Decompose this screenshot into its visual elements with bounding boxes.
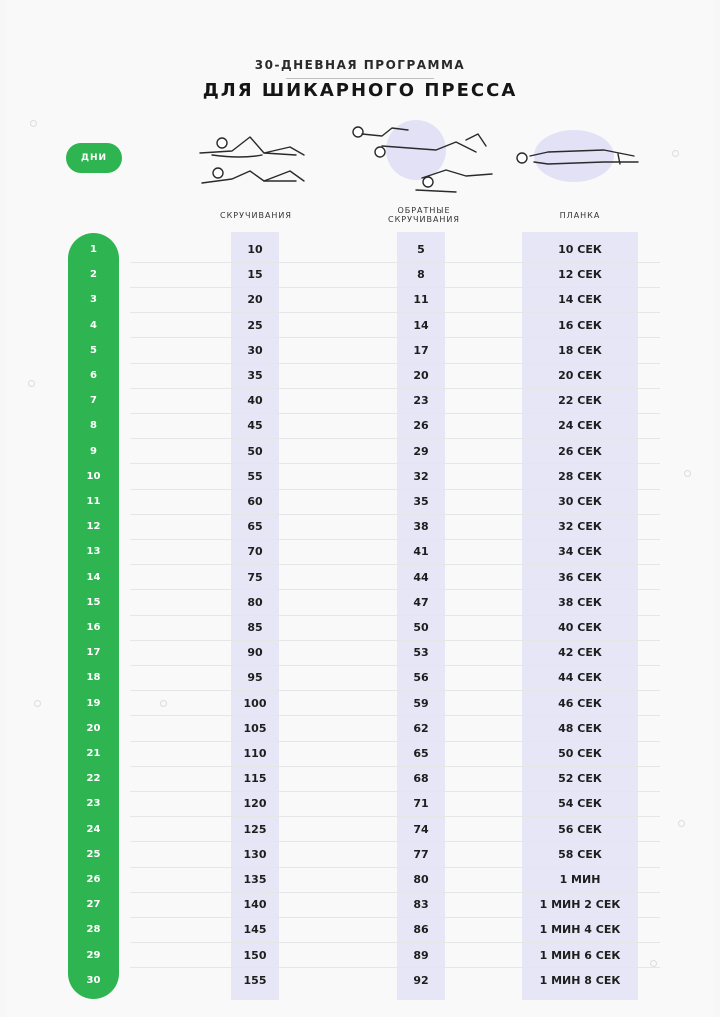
- crunches-count: 70: [247, 545, 263, 559]
- reverse-crunches-count: 56: [413, 671, 429, 685]
- crunches-count: 10: [247, 243, 263, 256]
- day-number: 2: [90, 269, 97, 281]
- reverse-crunches-count: 86: [413, 923, 429, 937]
- title-divider: [286, 78, 434, 79]
- crunches-count: 15: [247, 268, 263, 282]
- reverse-crunches-count: 62: [413, 721, 429, 735]
- decor-dot: [672, 150, 679, 157]
- day-number: 9: [90, 445, 97, 457]
- reverse-crunches-count: 38: [413, 520, 429, 534]
- day-number: 30: [86, 974, 101, 986]
- crunches-count: 65: [247, 520, 263, 534]
- plank-duration: 1 МИН 4 СЕК: [539, 923, 621, 937]
- crunches-count: 80: [247, 595, 263, 609]
- reverse-crunches-count: 17: [413, 343, 429, 357]
- day-number: 12: [86, 521, 101, 533]
- plank-duration: 10 СЕК: [558, 243, 602, 256]
- decor-dot: [650, 960, 657, 967]
- day-number: 11: [86, 496, 101, 507]
- plank-duration: 18 СЕК: [558, 343, 602, 357]
- plank-duration: 1 МИН 2 СЕК: [539, 898, 621, 912]
- title-line-2: ДЛЯ ШИКАРНОГО ПРЕССА: [202, 80, 518, 101]
- crunches-count: 30: [247, 343, 263, 357]
- crunches-count: 20: [247, 293, 263, 307]
- reverse-crunches-count: 53: [413, 646, 429, 660]
- day-number: 24: [86, 823, 101, 835]
- crunches-count: 145: [243, 923, 267, 937]
- reverse-crunches-count: 71: [413, 797, 429, 811]
- plank-duration: 36 СЕК: [558, 570, 602, 584]
- crunches-count: 55: [247, 469, 263, 483]
- plank-duration: 12 СЕК: [558, 268, 602, 282]
- crunches-count: 120: [243, 797, 267, 811]
- plank-duration: 1 МИН 6 СЕК: [539, 948, 621, 962]
- column-header-reverse-line1: ОБРАТНЫЕ: [397, 206, 451, 215]
- day-number: 28: [86, 924, 101, 936]
- crunches-count: 115: [243, 772, 267, 786]
- reverse-crunches-count: 41: [413, 545, 429, 559]
- crunches-count: 50: [247, 444, 263, 458]
- crunches-count: 130: [243, 847, 267, 861]
- crunches-count: 90: [247, 646, 263, 660]
- crunches-count: 95: [247, 671, 263, 685]
- plank-duration: 1 МИН 8 СЕК: [539, 973, 621, 987]
- crunches-count: 105: [243, 721, 267, 735]
- plank-duration: 56 СЕК: [558, 822, 602, 836]
- crunches-count: 100: [243, 696, 267, 710]
- reverse-crunches-count: 74: [413, 822, 429, 836]
- plank-duration: 24 СЕК: [558, 419, 602, 433]
- crunches-count: 140: [243, 898, 267, 912]
- day-number: 18: [86, 672, 101, 684]
- reverse-crunches-count: 92: [413, 973, 429, 987]
- crunches-count: 85: [247, 621, 263, 634]
- reverse-crunches-count: 5: [417, 243, 425, 256]
- plank-illustration-icon: [508, 128, 648, 186]
- day-number: 10: [86, 470, 101, 482]
- plank-duration: 58 СЕК: [558, 847, 602, 861]
- day-number: 20: [86, 722, 101, 734]
- reverse-crunches-count: 35: [413, 495, 429, 508]
- title-line-1: 30-ДНЕВНАЯ ПРОГРАММА: [254, 58, 466, 72]
- crunches-count: 155: [243, 973, 267, 987]
- reverse-crunches-count: 59: [413, 696, 429, 710]
- plank-duration: 22 СЕК: [558, 394, 602, 408]
- crunches-count: 125: [243, 822, 267, 836]
- reverse-crunches-count: 65: [413, 747, 429, 760]
- reverse-crunch-illustration-icon: [346, 118, 496, 196]
- day-number: 5: [90, 344, 97, 356]
- plank-duration: 26 СЕК: [558, 444, 602, 458]
- day-number: 17: [86, 647, 101, 659]
- reverse-crunches-count: 83: [413, 898, 429, 912]
- plank-duration: 28 СЕК: [558, 469, 602, 483]
- days-header-pill: [66, 143, 122, 173]
- decor-dot: [30, 120, 37, 127]
- day-number: 21: [86, 748, 101, 759]
- days-header-label: ДНИ: [80, 153, 108, 163]
- reverse-crunches-count: 44: [413, 570, 429, 584]
- day-number: 3: [90, 294, 97, 306]
- day-number: 8: [90, 420, 97, 432]
- reverse-crunches-count: 89: [413, 948, 429, 962]
- day-number: 7: [90, 395, 97, 407]
- crunches-count: 60: [247, 495, 263, 508]
- plank-duration: 44 СЕК: [558, 671, 602, 685]
- reverse-crunches-count: 47: [413, 595, 429, 609]
- crunches-count: 45: [247, 419, 263, 433]
- crunches-count: 150: [243, 948, 267, 962]
- day-number: 13: [86, 546, 101, 558]
- plank-duration: 14 СЕК: [558, 293, 602, 307]
- reverse-crunches-count: 8: [417, 268, 425, 282]
- column-header-plank: ПЛАНКА: [559, 211, 601, 220]
- plank-duration: 38 СЕК: [558, 595, 602, 609]
- plank-duration: 34 СЕК: [558, 545, 602, 559]
- column-header-reverse-line2: СКРУЧИВАНИЯ: [388, 215, 460, 224]
- reverse-crunches-count: 20: [413, 369, 429, 382]
- decor-dot: [34, 700, 41, 707]
- reverse-crunches-count: 32: [413, 469, 429, 483]
- crunches-count: 75: [247, 570, 263, 584]
- day-number: 1: [90, 244, 97, 255]
- day-number: 14: [86, 571, 101, 583]
- day-number: 25: [86, 848, 101, 860]
- day-number: 16: [86, 622, 101, 633]
- column-header-crunches: СКРУЧИВАНИЯ: [220, 211, 292, 220]
- day-number: 6: [90, 370, 97, 381]
- reverse-crunches-count: 11: [413, 293, 429, 307]
- day-number: 29: [86, 949, 101, 961]
- plank-duration: 46 СЕК: [558, 696, 602, 710]
- plank-duration: 40 СЕК: [558, 621, 602, 634]
- plank-duration: 1 МИН: [559, 873, 601, 886]
- reverse-crunches-count: 14: [413, 318, 429, 332]
- plank-duration: 20 СЕК: [558, 369, 602, 382]
- day-number: 26: [86, 874, 101, 885]
- plank-duration: 30 СЕК: [558, 495, 602, 508]
- decor-dot: [684, 470, 691, 477]
- day-number: 4: [90, 319, 97, 331]
- plank-duration: 54 СЕК: [558, 797, 602, 811]
- plank-duration: 52 СЕК: [558, 772, 602, 786]
- plank-duration: 50 СЕК: [558, 747, 602, 760]
- decor-dot: [160, 700, 167, 707]
- reverse-crunches-count: 26: [413, 419, 429, 433]
- reverse-crunches-count: 77: [413, 847, 429, 861]
- crunches-count: 25: [247, 318, 263, 332]
- decor-dot: [28, 380, 35, 387]
- day-number: 19: [86, 697, 101, 709]
- plank-duration: 32 СЕК: [558, 520, 602, 534]
- plank-duration: 48 СЕК: [558, 721, 602, 735]
- reverse-crunches-count: 23: [413, 394, 429, 408]
- column-header-reverse-crunches: [374, 206, 474, 224]
- decor-dot: [678, 820, 685, 827]
- crunch-illustration-icon: [192, 125, 322, 193]
- day-number: 23: [86, 798, 101, 810]
- plank-duration: 42 СЕК: [558, 646, 602, 660]
- day-number: 22: [86, 773, 101, 785]
- crunches-count: 40: [247, 394, 263, 408]
- reverse-crunches-count: 68: [413, 772, 429, 786]
- reverse-crunches-count: 29: [413, 444, 429, 458]
- plank-duration: 16 СЕК: [558, 318, 602, 332]
- crunches-count: 110: [243, 747, 267, 760]
- day-number: 15: [86, 596, 101, 608]
- crunches-count: 35: [247, 369, 263, 382]
- day-number: 27: [86, 899, 101, 911]
- reverse-crunches-count: 80: [413, 873, 429, 886]
- reverse-crunches-count: 50: [413, 621, 429, 634]
- crunches-count: 135: [243, 873, 267, 886]
